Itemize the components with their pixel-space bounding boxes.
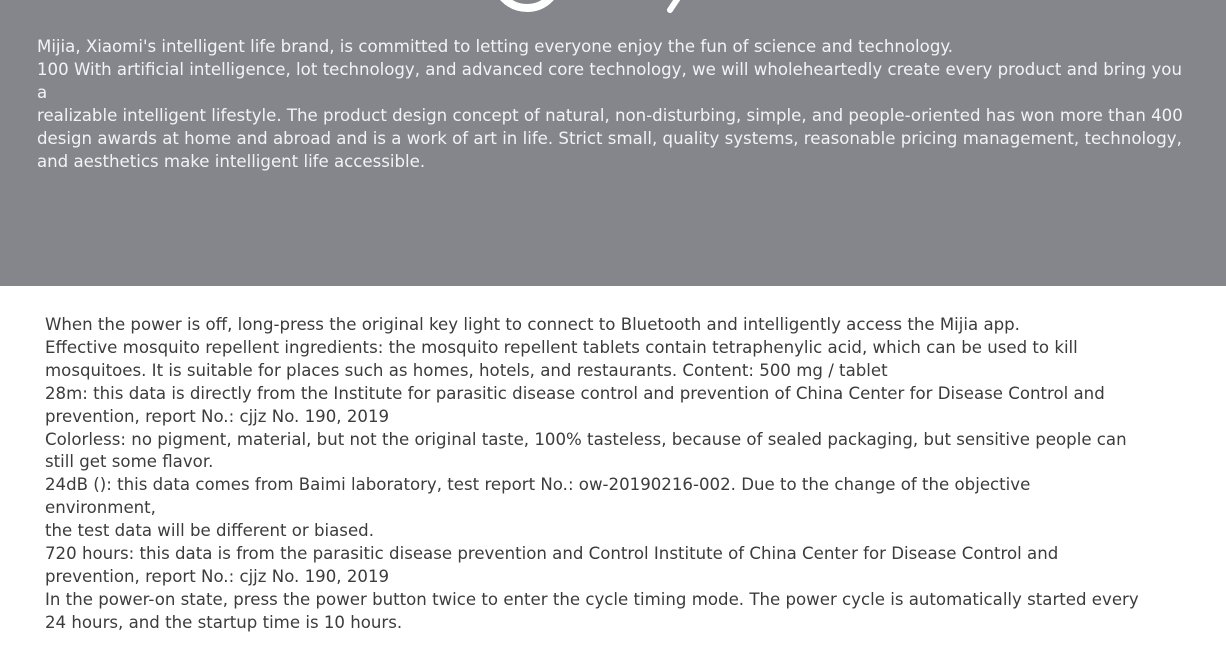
product-notes: [45, 314, 1145, 635]
product-note: When the power is off, long-press the original key light to connect to Bluetooth and intelligently access the Mijia app.: [45, 315, 1020, 334]
brand-intro-text: [37, 36, 1197, 173]
product-note: 28m: this data is directly from the Institute for parasitic disease control and prevention of China Center for Disease Control and prevention, report No.: cjjz No. 190, 2019: [45, 383, 1105, 426]
product-note: In the power-on state, press the power button twice to enter the cycle timing mode. The power cycle is automatically started every 24 hours, and the startup time is 10 hours.: [45, 589, 1139, 632]
product-note: Colorless: no pigment, material, but not the original taste, 100% tasteless, because of sealed packaging, but sensitive people can still get some flavor.: [45, 429, 1127, 472]
brand-logo-stroke: [660, 0, 690, 14]
product-note: Effective mosquito repellent ingredients: the mosquito repellent tablets contain tetraphenylic acid, which can be used to kill mosquitoes. It is suitable for places such as homes, hotels, and restaurants. Content: 500 mg / tablet: [45, 337, 1078, 380]
product-note: 720 hours: this data is from the parasitic disease prevention and Control Institute of China Center for Disease Control and prevention, report No.: cjjz No. 190, 2019: [45, 544, 1059, 586]
brand-intro-panel: [0, 0, 1226, 286]
brand-logo-fragment: [489, 0, 569, 12]
brand-intro-paragraph: Mijia, Xiaomi's intelligent life brand, is committed to letting everyone enjoy the fun of science and technology.: [37, 37, 954, 56]
product-note: 24dB (): this data comes from Baimi laboratory, test report No.: ow-20190216-002. Due to the change of the objective environment, the test data will be different or biased.: [45, 475, 1031, 541]
brand-intro-paragraph: 100 With artificial intelligence, lot technology, and advanced core technology, we will wholeheartedly create every product and bring you a realizable intelligent lifestyle. The product design concept of natural, non-disturbing, simple, and people-oriented has won more than 400 design awards at home and abroad and is a work of art in life. Strict small, quality systems, reasonable pricing management, technology, and aesthetics make intelligent life accessible.: [37, 59, 1183, 171]
